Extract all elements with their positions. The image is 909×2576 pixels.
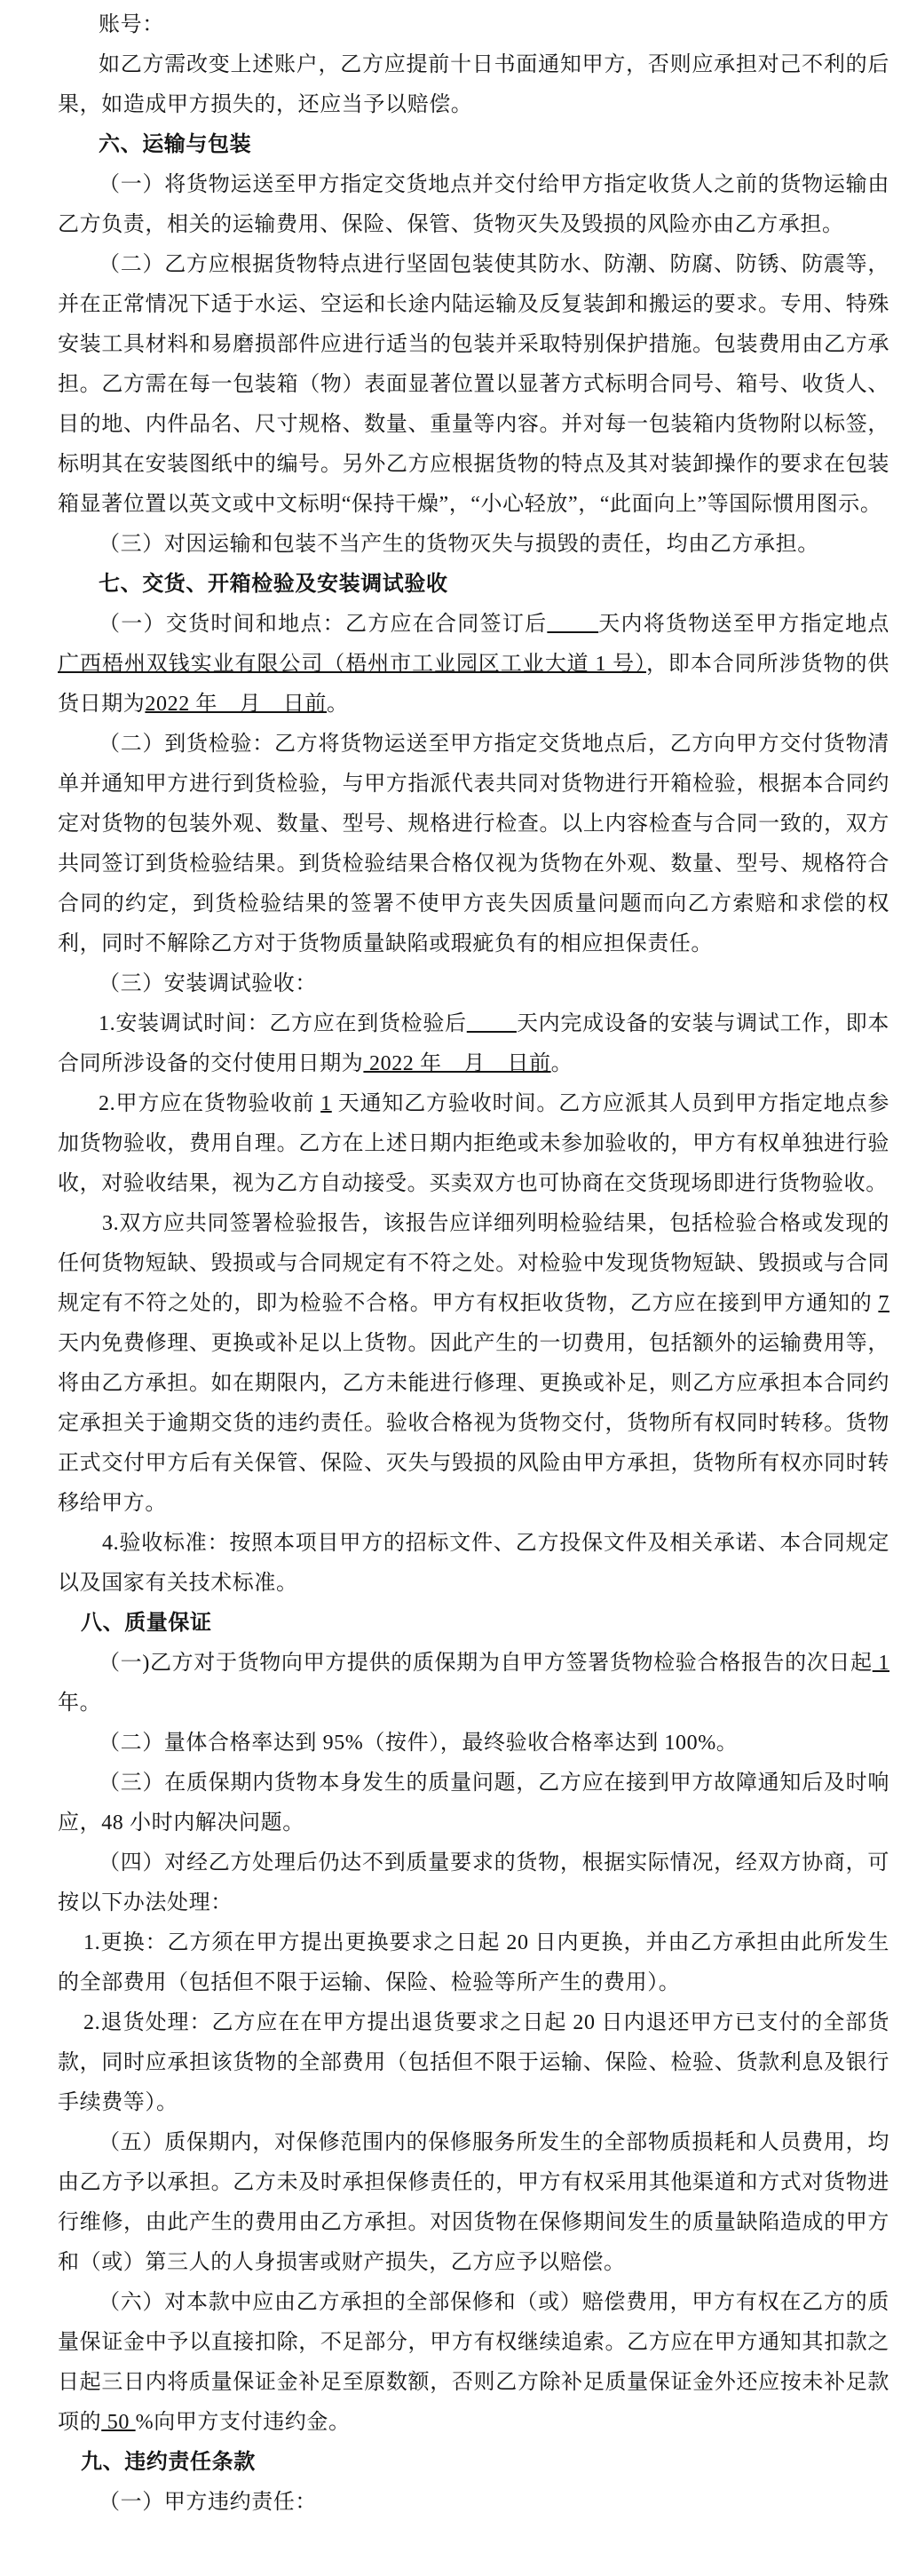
underlined-text: 2022 年 月 日前 xyxy=(145,693,328,716)
text-segment: 账号： xyxy=(99,13,164,36)
heading-section-6 xyxy=(58,125,889,165)
para-7-3 xyxy=(58,964,889,1004)
text-segment: （三）安装调试验收： xyxy=(99,972,317,995)
text-segment: 六、运输与包装 xyxy=(99,133,252,156)
underlined-text: 1 xyxy=(872,1652,889,1675)
underlined-text: 2022 年 月 日前 xyxy=(363,1052,551,1075)
para-7-1 xyxy=(58,605,889,725)
text-segment: 天内免费修理、更换或补足以上货物。因此产生的一切费用，包括额外的运输费用等，将由乙方承担。如在期限内，乙方未能进行修理、更换或补足，则乙方应承担本合同约定承担关于逾期交货的违约责任。验收合格视为货物交付，货物所有权同时转移。货物正式交付甲方后有关保管、保险、灭失与毁损的风险由甲方承担，货物所有权亦同时转移给甲方。 xyxy=(58,1332,889,1515)
text-segment: （五）质保期内，对保修范围内的保修服务所发生的全部物质损耗和人员费用，均由乙方予以承担。乙方未及时承担保修责任的，甲方有权采用其他渠道和方式对货物进行维修，由此产生的费用由乙方承担。对因货物在保修期间发生的质量缺陷造成的甲方和（或）第三人的人身损害或财产损失，乙方应予以赔偿。 xyxy=(58,2131,889,2274)
para-8-5 xyxy=(58,2123,889,2283)
para-7-3-3 xyxy=(58,1204,889,1524)
heading-section-9 xyxy=(58,2443,889,2483)
text-segment: %向甲方支付违约金。 xyxy=(135,2411,351,2434)
text-segment: （四）对经乙方处理后仍达不到质量要求的货物，根据实际情况，经双方协商，可按以下办法处理： xyxy=(58,1851,889,1914)
para-account-change xyxy=(58,45,889,125)
text-segment: 2.退货处理：乙方应在在甲方提出退货要求之日起 20 日内退还甲方已支付的全部货款，同时应承担该货物的全部费用（包括但不限于运输、保险、检验、货款利息及银行手续费等）。 xyxy=(58,2011,889,2114)
text-segment: （三）在质保期内货物本身发生的质量问题，乙方应在接到甲方故障通知后及时响应，48 小时内解决问题。 xyxy=(58,1771,889,1835)
text-segment: 4.验收标准：按照本项目甲方的招标文件、乙方投保文件及相关承诺、本合同规定以及国家有关技术标准。 xyxy=(58,1532,889,1595)
text-segment: 天内完成设备的安装与调试工作，即本合同所涉设备的交付使用日期为 xyxy=(58,1012,889,1075)
document-body xyxy=(58,5,889,2523)
text-segment: （二）到货检验：乙方将货物运送至甲方指定交货地点后，乙方向甲方交付货物清单并通知甲方进行到货检验，与甲方指派代表共同对货物进行开箱检验，根据本合同约定对货物的包装外观、数量、型号、规格进行检查。以上内容检查与合同一致的，双方共同签订到货检验结果。到货检验结果合格仅视为货物在外观、数量、型号、规格符合合同的约定，到货检验结果的签署不使甲方丧失因质量问题而向乙方索赔和求偿的权利，同时不解除乙方对于货物质量缺陷或瑕疵负有的相应担保责任。 xyxy=(58,733,889,955)
heading-section-7 xyxy=(58,565,889,605)
para-8-4-2 xyxy=(58,2003,889,2123)
text-segment: ，即本合同所涉货物的供货日期为 xyxy=(58,653,889,716)
text-segment: 3.双方应共同签署检验报告，该报告应详细列明检验结果，包括检验合格或发现的任何货物短缺、毁损或与合同规定有不符之处。对检验中发现货物短缺、毁损或与合同规定有不符之处的，即为检验不合格。甲方有权拒收货物，乙方应在接到甲方通知的 xyxy=(58,1212,889,1315)
underlined-text: 广西梧州双钱实业有限公司（梧州市工业园区工业大道 1 号） xyxy=(58,653,646,676)
text-segment: 如乙方需改变上述账户，乙方应提前十日书面通知甲方，否则应承担对己不利的后果，如造成甲方损失的，还应当予以赔偿。 xyxy=(58,53,889,116)
text-segment: 2.甲方应在货物验收前 xyxy=(99,1092,321,1115)
text-segment: 1.安装调试时间：乙方应在到货检验后 xyxy=(99,1012,467,1035)
text-segment: 。 xyxy=(327,693,349,716)
text-segment: （一）甲方违约责任： xyxy=(99,2491,317,2514)
para-6-2 xyxy=(58,245,889,525)
text-segment: （三）对因运输和包装不当产生的货物灭失与损毁的责任，均由乙方承担。 xyxy=(99,533,819,556)
text-segment: （二）量体合格率达到 95%（按件），最终验收合格率达到 100%。 xyxy=(99,1732,739,1755)
text-segment: （一）将货物运送至甲方指定交货地点并交付给甲方指定收货人之前的货物运输由乙方负责，相关的运输费用、保险、保管、货物灭失及毁损的风险亦由乙方承担。 xyxy=(58,173,889,236)
text-segment: 八、质量保证 xyxy=(81,1612,212,1635)
text-segment: （二）乙方应根据货物特点进行坚固包装使其防水、防潮、防腐、防锈、防震等，并在正常情况下适于水运、空运和长途内陆运输及反复装卸和搬运的要求。专用、特殊安装工具材料和易磨损部件应进行适当的包装并采取特别保护措施。包装费用由乙方承担。乙方需在每一包装箱（物）表面显著位置以显著方式标明合同号、箱号、收货人、目的地、内件品名、尺寸规格、数量、重量等内容。并对每一包装箱内货物附以标签，标明其在安装图纸中的编号。另外乙方应根据货物的特点及其对装卸操作的要求在包装箱显著位置以英文或中文标明“保持干燥”，“小心轻放”，“此面向上”等国际惯用图示。 xyxy=(58,253,889,516)
underlined-text: 1 xyxy=(320,1092,332,1115)
text-segment: 天通知乙方验收时间。乙方应派其人员到甲方指定地点参加货物验收，费用自理。乙方在上述日期内拒绝或未参加验收的，甲方有权单独进行验收，对验收结果，视为乙方自动接受。买卖双方也可协商在交货现场即进行货物验收。 xyxy=(58,1092,889,1195)
para-6-1 xyxy=(58,165,889,245)
blank-underline xyxy=(467,1012,517,1035)
para-7-3-1 xyxy=(58,1004,889,1084)
para-7-2 xyxy=(58,725,889,964)
para-8-3 xyxy=(58,1764,889,1843)
para-7-3-2 xyxy=(58,1084,889,1204)
para-7-3-4 xyxy=(58,1524,889,1604)
text-segment: 。 xyxy=(550,1052,573,1075)
text-segment: 九、违约责任条款 xyxy=(81,2451,256,2474)
text-segment: 天内将货物送至甲方指定地点 xyxy=(598,613,889,636)
para-8-4 xyxy=(58,1843,889,1923)
heading-section-8 xyxy=(58,1604,889,1644)
text-segment: 年。 xyxy=(58,1692,102,1715)
para-8-2 xyxy=(58,1724,889,1764)
underlined-text: 7 xyxy=(878,1292,889,1315)
para-8-1 xyxy=(58,1644,889,1724)
blank-underline xyxy=(547,613,598,636)
text-segment: （一）交货时间和地点：乙方应在合同签订后 xyxy=(99,613,548,636)
text-segment: （六）对本款中应由乙方承担的全部保修和（或）赔偿费用，甲方有权在乙方的质量保证金中予以直接扣除，不足部分，甲方有权继续追索。乙方应在甲方通知其扣款之日起三日内将质量保证金补足至原数额，否则乙方除补足质量保证金外还应按未补足款项的 xyxy=(58,2291,889,2434)
text-segment: （一)乙方对于货物向甲方提供的质保期为自甲方签署货物检验合格报告的次日起 xyxy=(99,1652,873,1675)
underlined-text: 50 xyxy=(101,2411,136,2434)
para-8-4-1 xyxy=(58,1923,889,2003)
para-9-1 xyxy=(58,2483,889,2523)
para-account-label xyxy=(58,5,889,45)
text-segment: 1.更换：乙方须在甲方提出更换要求之日起 20 日内更换，并由乙方承担由此所发生的全部费用（包括但不限于运输、保险、检验等所产生的费用）。 xyxy=(58,1931,889,1994)
text-segment: 七、交货、开箱检验及安装调试验收 xyxy=(99,573,448,596)
para-6-3 xyxy=(58,525,889,565)
para-8-6 xyxy=(58,2283,889,2443)
